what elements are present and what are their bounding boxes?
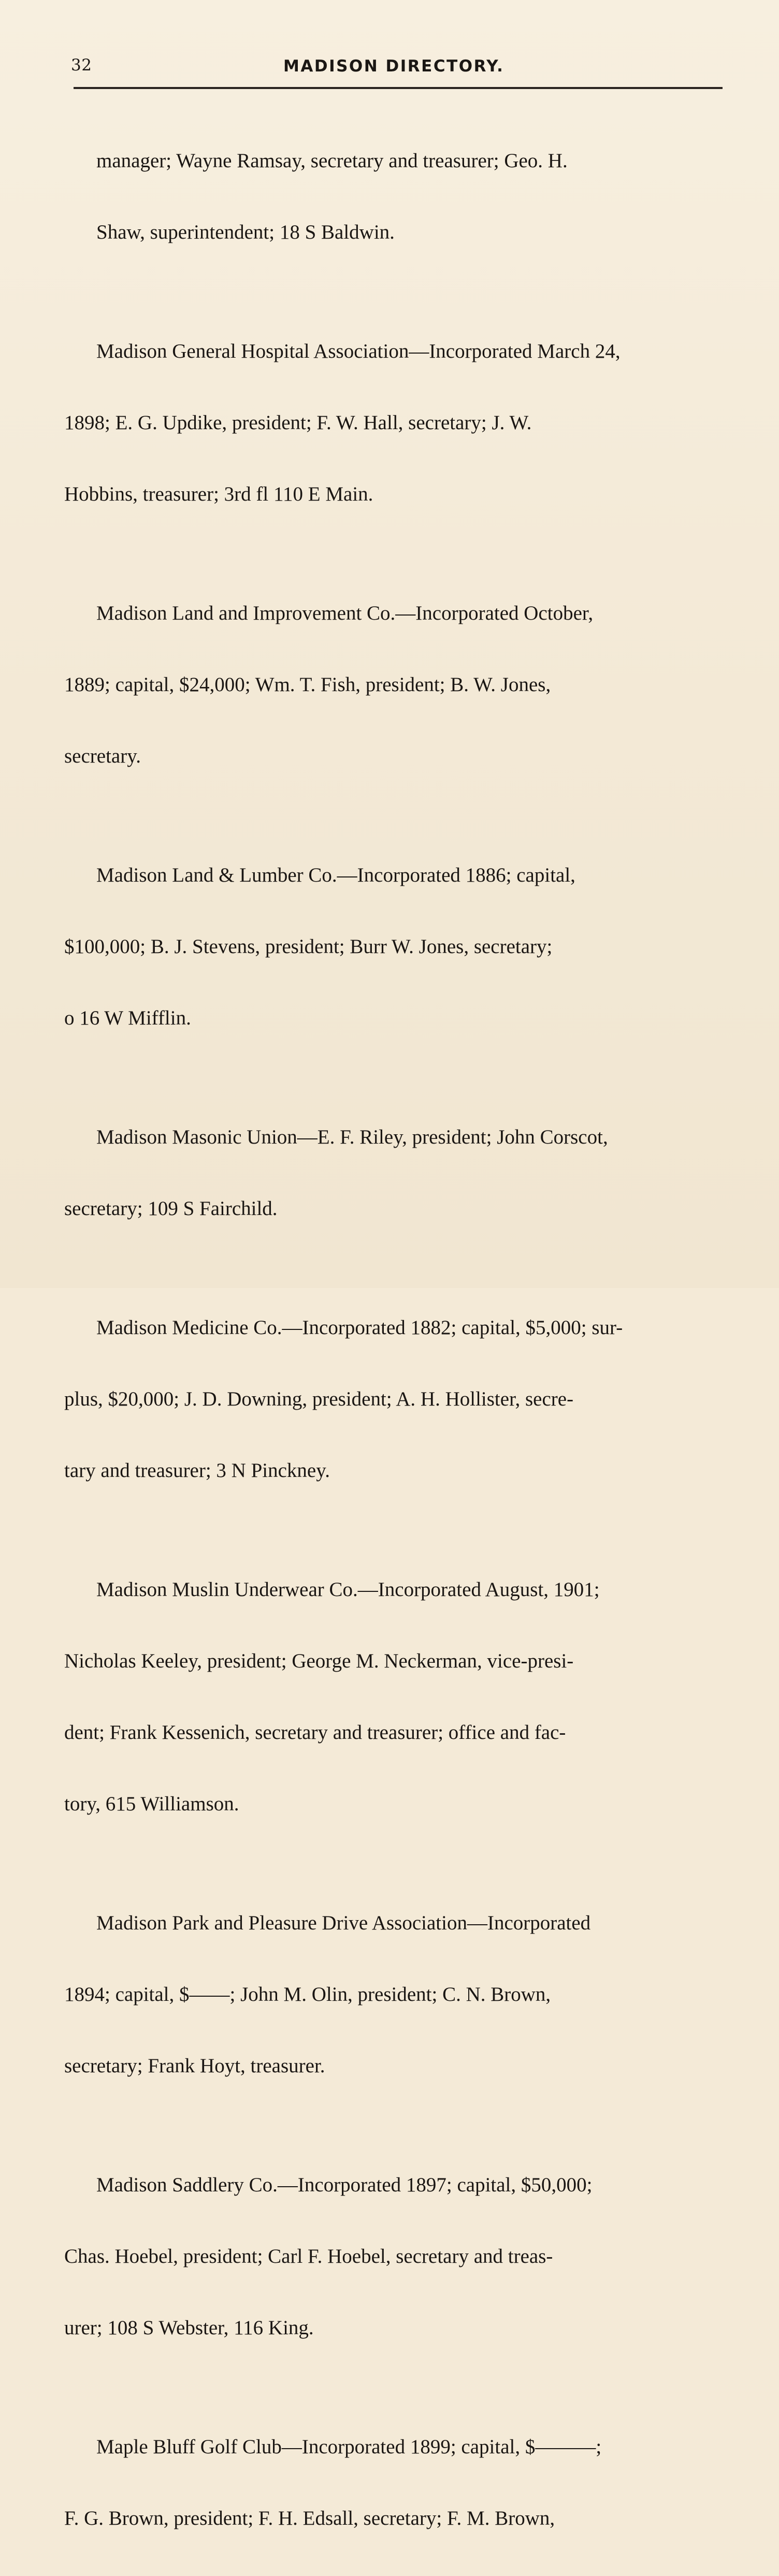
entry-line: Maple Bluff Golf Club—Incorporated 1899; capital, $———;	[96, 2436, 602, 2458]
entry-line: Chas. Hoebel, president; Carl F. Hoebel, secretary and treas-	[64, 2245, 553, 2267]
entry-line: secretary; Frank Hoyt, treasurer.	[64, 2055, 325, 2077]
running-head-title: MADISON DIRECTORY.	[283, 57, 504, 76]
entry-line: Hobbins, treasurer; 3rd fl 110 E Main.	[64, 483, 373, 505]
entry-line: Madison Masonic Union—E. F. Riley, president; John Corscot,	[96, 1126, 608, 1148]
directory-entry	[64, 2126, 720, 2388]
entry-line: o 16 W Mifflin.	[64, 1007, 191, 1029]
entry-line: 1894; capital, $——; John M. Olin, president; C. N. Brown,	[64, 1983, 551, 2006]
entry-line: tory, 615 Williamson.	[64, 1793, 239, 1815]
entry-line: Shaw, superintendent; 18 S Baldwin.	[96, 221, 395, 243]
entry-line: tary and treasurer; 3 N Pinckney.	[64, 1459, 330, 1482]
directory-entry	[64, 1530, 720, 1864]
entry-line: secretary; 109 S Fairchild.	[64, 1197, 278, 1220]
directory-entry	[64, 1078, 720, 1268]
entry-line: Madison General Hospital Association—Incorporated March 24,	[96, 340, 621, 362]
entry-line: 1898; E. G. Updike, president; F. W. Hall, secretary; J. W.	[64, 412, 532, 434]
directory-entries	[64, 101, 720, 2576]
page-number: 32	[71, 56, 92, 75]
directory-entry	[64, 2388, 720, 2576]
entry-line: Madison Muslin Underwear Co.—Incorporated August, 1901;	[96, 1578, 600, 1601]
entry-line: urer; 108 S Webster, 116 King.	[64, 2317, 314, 2339]
directory-entry	[64, 554, 720, 816]
page-header	[71, 52, 718, 83]
entry-line: Madison Land and Improvement Co.—Incorporated October,	[96, 602, 594, 624]
entry-line: Madison Saddlery Co.—Incorporated 1897; capital, $50,000;	[96, 2174, 593, 2196]
entry-line: Madison Medicine Co.—Incorporated 1882; capital, $5,000; sur-	[96, 1316, 623, 1339]
directory-entry	[64, 1864, 720, 2126]
directory-entry	[64, 1268, 720, 1530]
entry-line: $100,000; B. J. Stevens, president; Burr W. Jones, secretary;	[64, 935, 553, 958]
entry-line: F. G. Brown, president; F. H. Edsall, secretary; F. M. Brown,	[64, 2507, 555, 2529]
entry-line: Nicholas Keeley, president; George M. Neckerman, vice-presi-	[64, 1650, 574, 1672]
entry-line: manager; Wayne Ramsay, secretary and treasurer; Geo. H.	[96, 150, 568, 172]
entry-line: secretary.	[64, 745, 141, 767]
entry-line: dent; Frank Kessenich, secretary and treasurer; office and fac-	[64, 1721, 566, 1744]
directory-entry	[64, 816, 720, 1078]
directory-entry	[64, 292, 720, 554]
entry-line: Madison Park and Pleasure Drive Association—Incorporated	[96, 1912, 591, 1934]
entry-line: Madison Land & Lumber Co.—Incorporated 1886; capital,	[96, 864, 575, 886]
header-rule	[74, 87, 723, 89]
entry-line: plus, $20,000; J. D. Downing, president; A. H. Hollister, secre-	[64, 1388, 574, 1410]
directory-entry	[64, 101, 720, 292]
entry-line: 1889; capital, $24,000; Wm. T. Fish, president; B. W. Jones,	[64, 674, 551, 696]
